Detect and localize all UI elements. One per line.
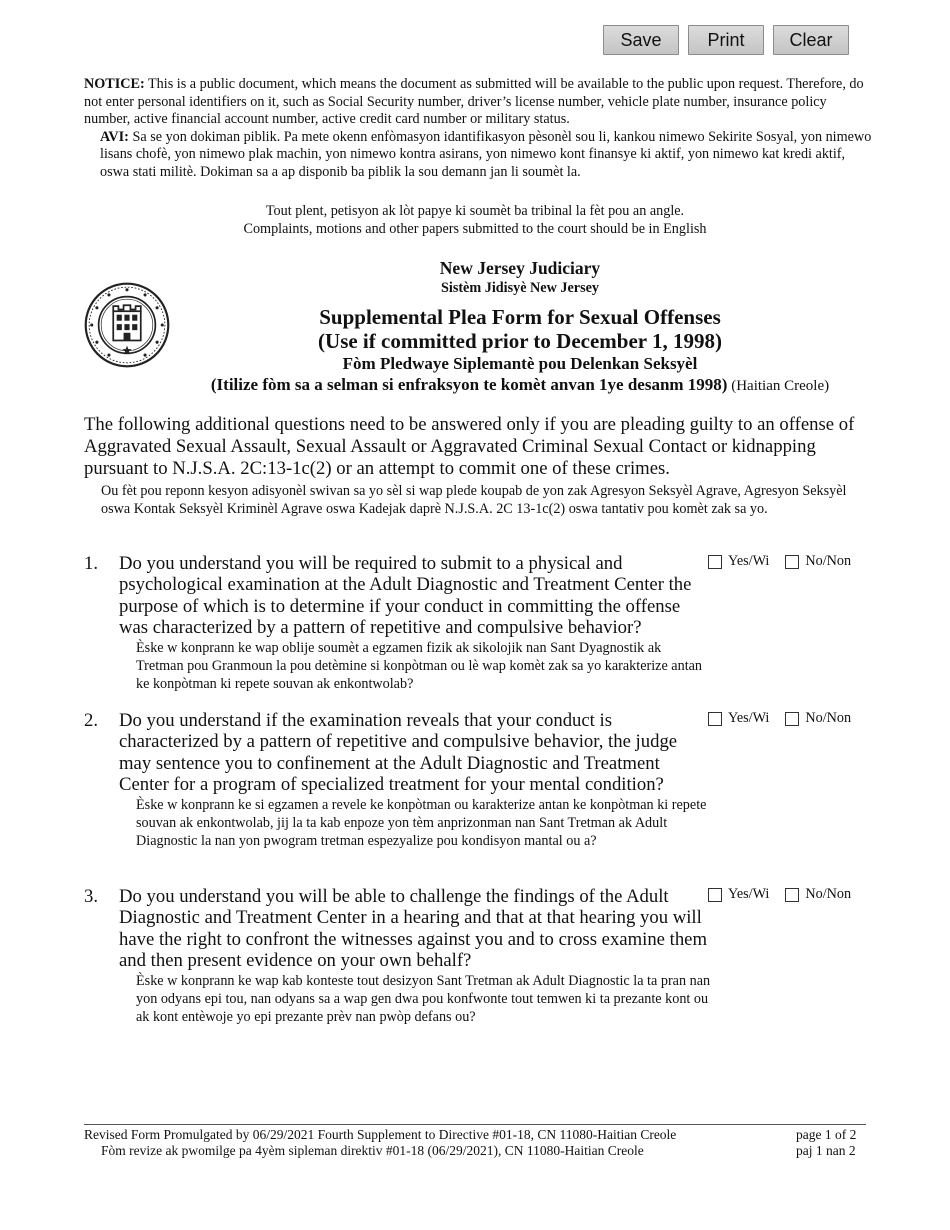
print-button[interactable]: Print: [688, 25, 764, 55]
intro-instructions: [84, 414, 864, 518]
yes-checkbox[interactable]: [708, 555, 722, 569]
title-line-4: [0, 374, 950, 397]
answer-options: [708, 886, 851, 903]
answer-options: [708, 553, 851, 570]
question-english: Do you understand you will be able to challenge the findings of the Adult Diagnostic and Treatment Center in a hearing and that at that hearing you will have the right to confront the witnesses against you and to cross examine them and then present evidence on your own behalf?: [119, 886, 707, 971]
answer-options: [708, 710, 851, 727]
question-creole: Èske w konprann ke si egzamen a revele ke konpòtman ou karakterize antan ke konpòtman ki repete souvan ak enkontwolab, jij la ta kab enpoze yon tèm anprizonman nan Sant Tretman ak Adult Diagnostic la nan yon pwogram tretman espezyalize pou kondisyon mantal ou a?: [136, 797, 707, 849]
language-notice-creole: Tout plent, petisyon ak lòt papye ki soumèt ba tribinal la fèt pou an angle.: [265, 203, 685, 219]
judiciary-name: New Jersey Judiciary: [439, 258, 601, 278]
yes-checkbox[interactable]: [708, 712, 722, 726]
no-option[interactable]: [785, 553, 851, 570]
title-line-3: Fòm Pledwaye Siplemantè pou Delenkan Seksyèl: [342, 354, 698, 373]
intro-english: The following additional questions need to be answered only if you are pleading guilty to an offense of Aggravated Sexual Assault, Sexual Assault or Aggravated Criminal Sexual Contact or kidnapping pursuant to N.J.S.A. 2C:13-1c(2) or an attempt to commit one of these crimes.: [84, 414, 855, 479]
yes-label: Yes/Wi: [728, 710, 770, 726]
form-toolbar: [603, 25, 849, 55]
yes-option[interactable]: [708, 710, 769, 727]
notice-english: [84, 76, 874, 129]
no-checkbox[interactable]: [785, 712, 799, 726]
footer-revision-english: Revised Form Promulgated by 06/29/2021 Fourth Supplement to Directive #01-18, CN 11080-Haitian Creole: [84, 1127, 677, 1142]
title-line-2: (Use if committed prior to December 1, 1998): [318, 329, 722, 353]
title-line-1: Supplemental Plea Form for Sexual Offenses: [319, 305, 721, 329]
no-label: No/Non: [805, 710, 852, 726]
question-creole: Èske w konprann ke wap oblije soumèt a egzamen fizik ak sikolojik nan Sant Dyagnostik ak Tretman pou Granmoun la pou detèmine si konpòtman ou lè wap komèt zak sa yo karakterize antan ke konpòtman ki repete souvan ak enkontwolab?: [136, 640, 703, 692]
avi-label: AVI:: [100, 128, 129, 145]
avi-text: Sa se yon dokiman piblik. Pa mete okenn enfòmasyon idantifikasyon pèsonèl sou li, kankou nimewo Sekirite Sosyal, yon nimewo lisans chofè, yon nimewo plak machin, yon nimewo kontra asirans, yon nimewo kont finansye ki aktif, yon nimewo kat kredi aktif, oswa stati militè. Dokiman sa a ap disponib ba piblik la sou demann jan li soumèt la.: [100, 128, 872, 180]
yes-checkbox[interactable]: [708, 888, 722, 902]
language-notice: [0, 202, 950, 238]
question-english: Do you understand if the examination reveals that your conduct is characterized by a pattern of repetitive and compulsive behavior, the judge may sentence you to confinement at the Adult Diagnostic and Treatment Center for a program of specialized treatment for your mental condition?: [119, 710, 678, 795]
no-option[interactable]: [785, 886, 851, 903]
yes-option[interactable]: [708, 886, 769, 903]
question-number: 2.: [84, 710, 99, 731]
intro-creole: Ou fèt pou reponn kesyon adisyonèl swivan sa yo sèl si wap plede koupab de yon zak Agresyon Seksyèl Agrave, Agresyon Seksyèl oswa Kontak Seksyèl Kriminèl Agrave oswa Kadejak daprè N.J.S.A. 2C 13-1c(2) oswa tantativ pou komèt zak sa yo.: [101, 483, 847, 517]
question-creole: Èske w konprann ke wap kab konteste tout desizyon Sant Tretman ak Adult Diagnostic la ta pran nan yon odyans epi tou, nan odyans sa a wap gen dwa pou konfwonte tout temwen ki ta prezante kont ou ak kont entèwoje yo epi prezante prèv nan pwòp defans ou?: [136, 973, 711, 1025]
title-line-4-text: (Itilize fòm sa a selman si enfraksyon te komèt anvan 1ye desanm 1998): [210, 375, 728, 394]
judiciary-name-creole: Sistèm Jidisyè New Jersey: [440, 280, 599, 296]
title-language: (Haitian Creole): [727, 378, 830, 394]
footer-revision-creole: Fòm revize ak pwomilge pa 4yèm sipleman direktiv #01-18 (06/29/2021), CN 11080-Haitian Creole: [101, 1143, 644, 1158]
page-number-creole: paj 1 nan 2: [796, 1143, 856, 1158]
no-label: No/Non: [805, 553, 852, 569]
question-number: 1.: [84, 553, 99, 574]
yes-label: Yes/Wi: [728, 886, 770, 902]
clear-button[interactable]: Clear: [773, 25, 849, 55]
question-number: 3.: [84, 886, 99, 907]
form-title: [0, 305, 950, 374]
page-number: page 1 of 2: [796, 1127, 857, 1142]
public-notice: [84, 76, 874, 181]
notice-label: NOTICE:: [84, 76, 145, 92]
language-notice-english: Complaints, motions and other papers submitted to the court should be in English: [243, 221, 707, 237]
yes-label: Yes/Wi: [728, 553, 770, 569]
no-checkbox[interactable]: [785, 555, 799, 569]
no-option[interactable]: [785, 710, 851, 727]
save-button[interactable]: Save: [603, 25, 679, 55]
page-footer: [84, 1124, 866, 1159]
yes-option[interactable]: [708, 553, 769, 570]
question-english: Do you understand you will be required to submit to a physical and psychological examination at the Adult Diagnostic and Treatment Center the purpose of which is to determine if your conduct in committing the offense was characterized by a pattern of repetitive and compulsive behavior?: [119, 553, 692, 638]
no-label: No/Non: [805, 886, 852, 902]
no-checkbox[interactable]: [785, 888, 799, 902]
notice-text: This is a public document, which means the document as submitted will be available to the public upon request. Therefore, do not enter personal identifiers on it, such as Social Security number, driver’s license number, vehicle plate number, insurance policy number, active financial account number, active credit card number or military status.: [84, 76, 864, 127]
notice-creole: [100, 129, 874, 182]
